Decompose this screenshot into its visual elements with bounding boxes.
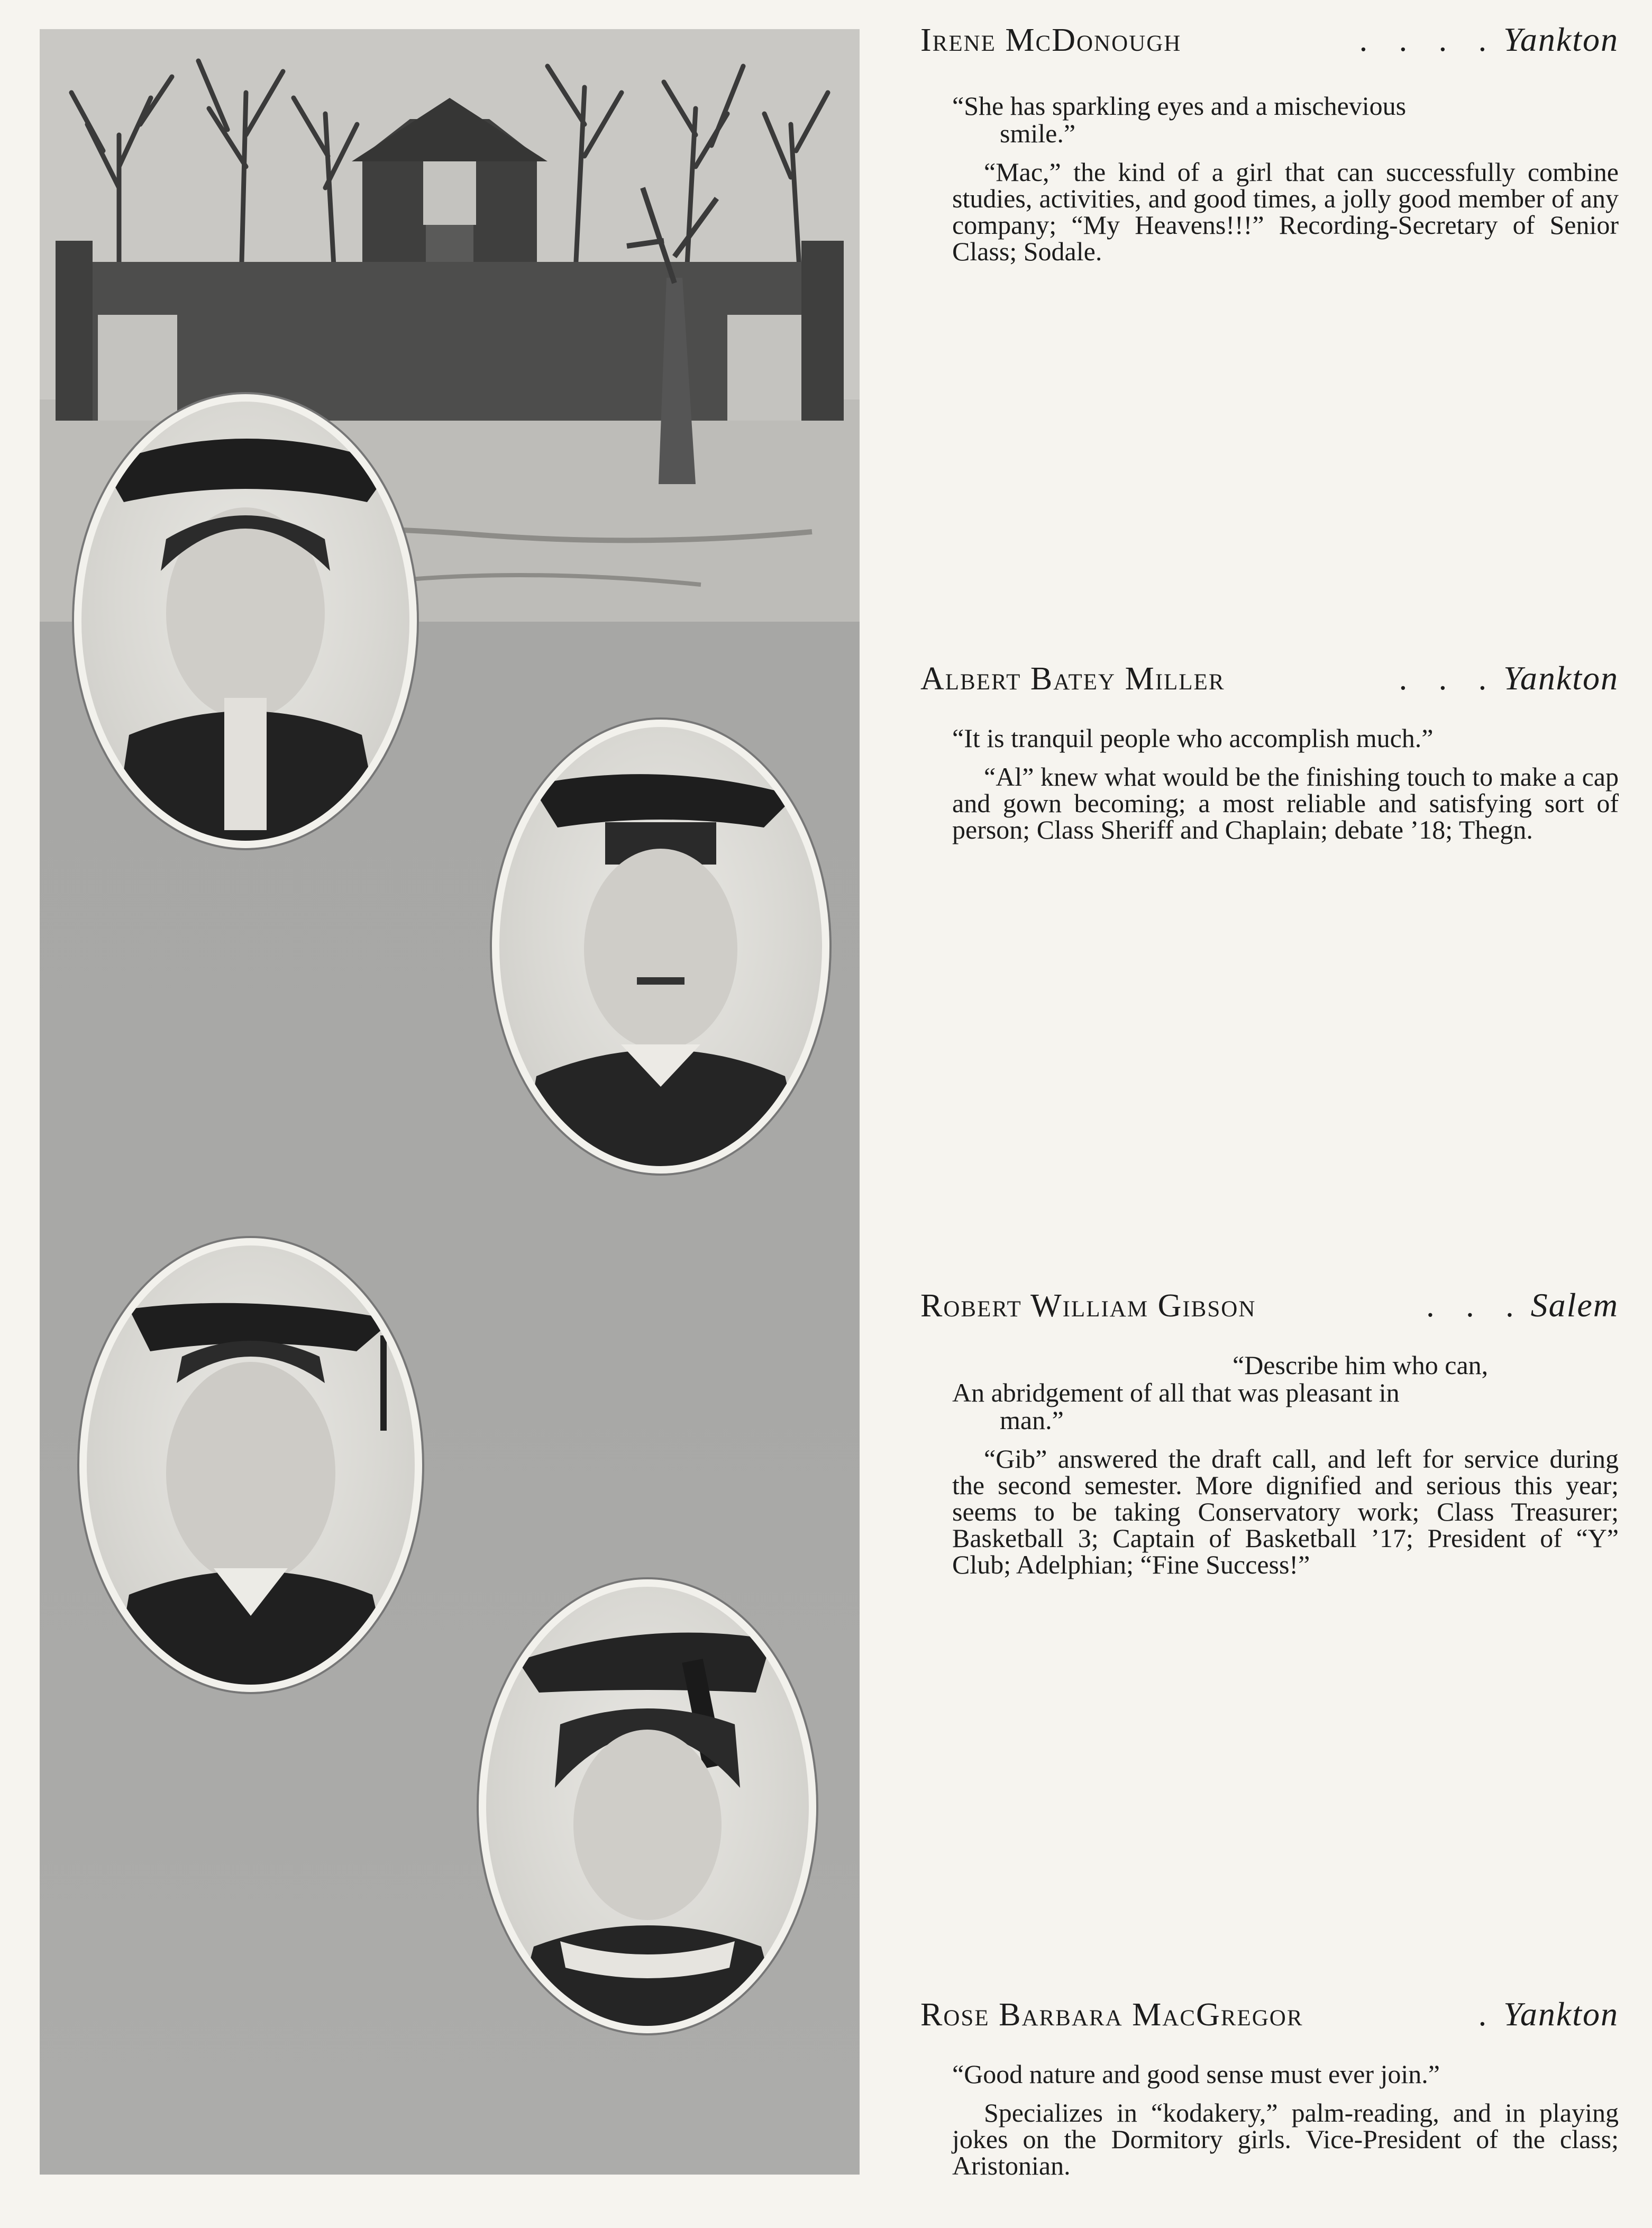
portrait-albert-batey-miller [492, 720, 829, 1174]
portrait-figure-icon [87, 1245, 415, 1685]
quote-text: “She has sparkling eyes and a mischevious [952, 91, 1407, 121]
leader-dots: . [1478, 1997, 1499, 2033]
name-line [920, 1286, 1619, 1325]
quote [920, 724, 1619, 752]
quote-text: “Good nature and good sense must ever join.” [952, 2059, 1440, 2089]
portrait-rose-barbara-macgregor [479, 1579, 816, 2033]
quote-text: An abridgement of all that was pleasant in [952, 1378, 1400, 1407]
quote [920, 1351, 1619, 1434]
student-name: Albert Batey Miller [920, 661, 1225, 697]
leader-dots: . . . [1399, 661, 1499, 697]
quote-first-line: “Describe him who can, [1233, 1350, 1489, 1380]
quote-continuation: man.” [1000, 1405, 1064, 1435]
name-line [920, 20, 1619, 59]
portrait-figure-icon [499, 727, 822, 1166]
name-line [920, 1995, 1619, 2034]
student-name: Irene McDonough [920, 22, 1182, 58]
leader-dots: . . . . [1359, 22, 1499, 58]
biography: “Al” knew what would be the finishing touch to make a cap and gown becoming; a most reliable and satisfying sort of person; Class Sheriff and Chaplain; debate ’18; Thegn. [952, 762, 1619, 844]
leader-dots: . . . [1426, 1288, 1526, 1324]
quote-continuation: smile.” [1000, 119, 1076, 148]
quote [920, 92, 1619, 147]
quote-text: “It is tranquil people who accomplish much.” [952, 723, 1434, 753]
portrait-robert-william-gibson [79, 1238, 422, 1692]
portrait-figure-icon [486, 1587, 809, 2026]
hometown: Salem [1530, 1286, 1619, 1324]
entry-albert-batey-miller [920, 659, 1619, 843]
portrait-figure-icon [81, 402, 409, 841]
student-name: Robert William Gibson [920, 1288, 1256, 1324]
biography: “Mac,” the kind of a girl that can successfully combine studies, activities, and good times, a jolly good member of any company; “My Heavens!!!” Recording-Secretary of Senior Class; Sodale. [952, 157, 1619, 266]
hometown: Yankton [1503, 659, 1619, 697]
portrait-irene-mcdonough [74, 394, 417, 848]
student-name: Rose Barbara MacGregor [920, 1997, 1303, 2033]
hometown: Yankton [1503, 21, 1619, 58]
entry-irene-mcdonough [920, 20, 1619, 265]
entry-rose-barbara-macgregor [920, 1995, 1619, 2179]
biography: “Gib” answered the draft call, and left for service during the second semester. More dignified and serious this year; seems to be taking Conservatory work; Class Treasurer; Basketball 3; Captain of Basketball ’17; President of “Y” Club; Adelphian; “Fine Success!” [952, 1444, 1619, 1579]
biography: Specializes in “kodakery,” palm-reading, and in playing jokes on the Dormitory girls. Vice-President of the class; Aristonian. [952, 2098, 1619, 2180]
quote [920, 2060, 1619, 2088]
hometown: Yankton [1503, 1995, 1619, 2033]
entry-robert-william-gibson [920, 1286, 1619, 1578]
name-line [920, 659, 1619, 698]
illustration-panel [40, 29, 860, 2175]
